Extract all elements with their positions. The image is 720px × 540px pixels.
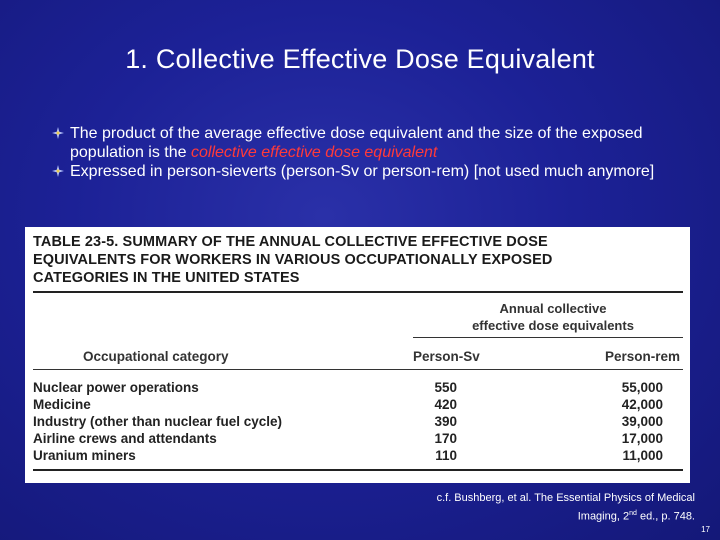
citation <box>370 490 695 525</box>
table-caption <box>33 233 633 287</box>
row-person-rem: 42,000 <box>621 397 663 412</box>
citation-line: c.f. Bushberg, et al. The Essential Physics of Medical <box>436 492 695 504</box>
four-point-star-icon <box>52 165 64 177</box>
row-category: Airline crews and attendants <box>33 431 217 446</box>
dose-table-image <box>25 227 690 483</box>
row-person-rem: 17,000 <box>621 431 663 446</box>
bullet-text: The product of the average effective dose equivalent and the size of the exposed population is the <box>70 125 643 161</box>
row-person-rem: 55,000 <box>621 380 663 395</box>
row-person-sv: 170 <box>434 431 457 446</box>
column-header-category: Occupational category <box>83 349 229 364</box>
citation-text: Imaging, 2 <box>577 510 630 523</box>
column-header-person-rem: Person-rem <box>605 349 681 364</box>
row-person-rem: 39,000 <box>621 414 663 429</box>
bullet-highlight-text: collective effective dose equivalent <box>190 144 438 161</box>
table-bottom-rule <box>33 469 683 471</box>
page-number: 17 <box>701 525 710 534</box>
group-header-line: effective dose equivalents <box>472 318 634 333</box>
row-person-sv: 420 <box>434 397 457 412</box>
row-person-sv: 550 <box>434 380 457 395</box>
slide-title: 1. Collective Effective Dose Equivalent <box>125 44 595 74</box>
table-caption-line: CATEGORIES IN THE UNITED STATES <box>33 270 300 286</box>
bullet-text: Expressed in person-sieverts (person-Sv or person-rem) [not used much anymore] <box>70 163 655 180</box>
row-category: Uranium miners <box>33 448 136 463</box>
row-person-rem: 11,000 <box>622 448 663 463</box>
four-point-star-icon <box>52 127 64 139</box>
citation-superscript: nd <box>629 510 637 517</box>
column-header-person-sv: Person-Sv <box>413 349 480 364</box>
row-category: Industry (other than nuclear fuel cycle) <box>33 414 283 429</box>
row-person-sv: 110 <box>435 448 457 463</box>
table-group-header <box>453 300 653 334</box>
row-category: Nuclear power operations <box>33 380 199 395</box>
group-header-rule <box>413 337 683 338</box>
header-bottom-rule <box>33 369 683 370</box>
row-category: Medicine <box>33 397 91 412</box>
bullet-item <box>48 124 668 162</box>
row-person-sv: 390 <box>434 414 457 429</box>
table-caption-line: TABLE 23-5. SUMMARY OF THE ANNUAL COLLECTIVE EFFECTIVE DOSE <box>33 234 548 250</box>
citation-text: ed., p. 748. <box>636 510 695 523</box>
group-header-line: Annual collective <box>499 301 607 316</box>
bullet-item <box>48 162 668 181</box>
bullet-list <box>48 124 668 181</box>
table-top-rule <box>33 291 683 293</box>
citation-line <box>370 506 695 525</box>
table-caption-line: EQUIVALENTS FOR WORKERS IN VARIOUS OCCUPATIONALLY EXPOSED <box>33 252 553 268</box>
